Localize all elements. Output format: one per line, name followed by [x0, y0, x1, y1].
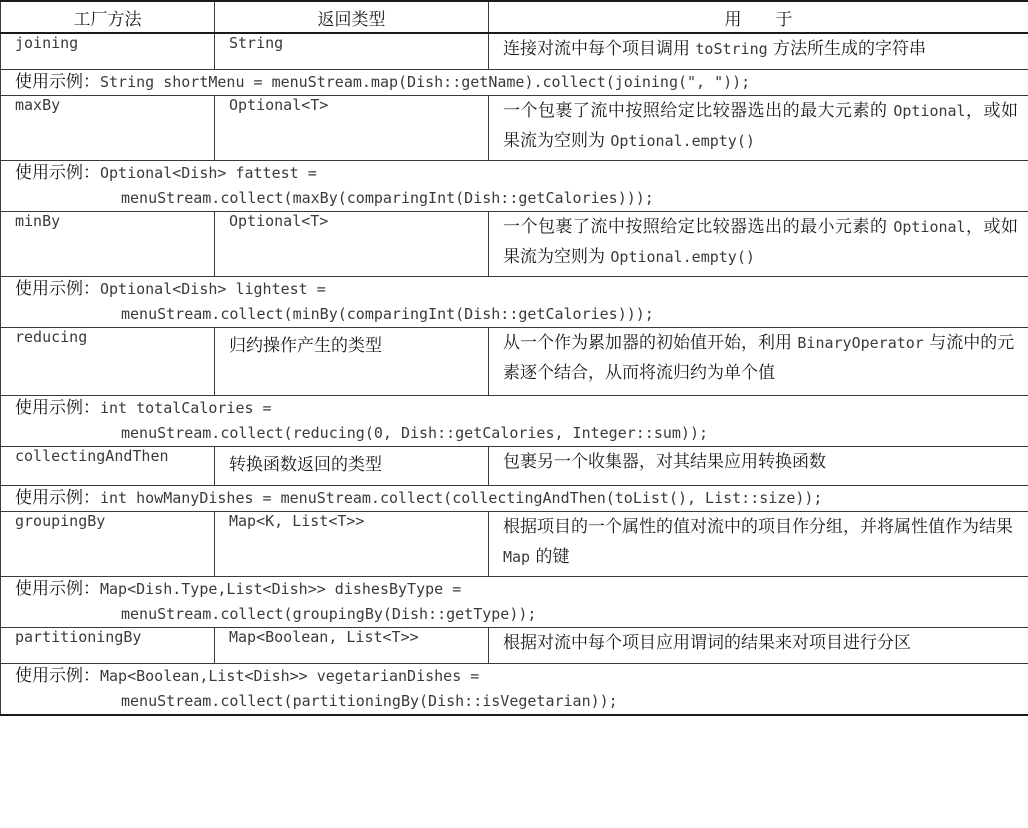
example-row-collectingandthen [1, 486, 1028, 512]
table-row-minby [1, 212, 1028, 277]
header-method: 工厂方法 [1, 1, 215, 33]
table-row-joining [1, 33, 1028, 70]
method-cell: maxBy [1, 96, 215, 161]
purpose-cell [489, 628, 1028, 664]
example-code-line1: String shortMenu = menuStream.map(Dish::getName).collect(joining(", ")); [100, 73, 751, 91]
header-row [1, 1, 1028, 33]
example-code-line2: menuStream.collect(reducing(0, Dish::getCalories, Integer::sum)); [121, 424, 708, 442]
example-code-line1: int howManyDishes = menuStream.collect(collectingAndThen(toList(), List::size)); [100, 489, 823, 507]
example-cell [1, 664, 1028, 716]
example-code-line2: menuStream.collect(partitioningBy(Dish::isVegetarian)); [121, 692, 618, 710]
return-type-cell: Map<K, List<T>> [215, 512, 489, 577]
purpose-cell [489, 212, 1028, 277]
table-row-reducing [1, 328, 1028, 396]
table-row-collectingandthen [1, 447, 1028, 486]
example-code-line1: Map<Boolean,List<Dish>> vegetarianDishes = [100, 667, 480, 685]
purpose-cell [489, 96, 1028, 161]
example-code-line1: int totalCalories = [100, 399, 272, 417]
purpose-cell [489, 33, 1028, 70]
purpose-text: ，或如果流为空则为 [503, 101, 1019, 151]
method-cell: collectingAndThen [1, 447, 215, 486]
example-cell [1, 396, 1028, 447]
purpose-code: Optional [893, 218, 966, 236]
example-code-line2: menuStream.collect(groupingBy(Dish::getType)); [121, 605, 537, 623]
header-return-type: 返回类型 [215, 1, 489, 33]
purpose-text: 包裹另一个收集器，对其结果应用转换函数 [503, 452, 826, 472]
return-type-cell: Optional<T> [215, 96, 489, 161]
example-code-line1: Optional<Dish> fattest = [100, 164, 317, 182]
return-type-cell: 归约操作产生的类型 [215, 328, 489, 396]
example-label: 使用示例： [15, 279, 100, 299]
table-row-maxby [1, 96, 1028, 161]
purpose-text: 连接对流中每个项目调用 [503, 39, 696, 59]
return-type-cell: 转换函数返回的类型 [215, 447, 489, 486]
example-label: 使用示例： [15, 666, 100, 686]
return-type-cell: Map<Boolean, List<T>> [215, 628, 489, 664]
purpose-code: Optional [893, 102, 966, 120]
purpose-text: 方法所生成的字符串 [767, 39, 927, 59]
purpose-code: Optional.empty() [610, 132, 755, 150]
example-code-line2: menuStream.collect(minBy(comparingInt(Dish::getCalories))); [121, 305, 654, 323]
method-cell: joining [1, 33, 215, 70]
purpose-text: 与流中的元素逐个结合，从而将流归约为单个值 [503, 333, 1015, 383]
table-row-groupingby [1, 512, 1028, 577]
purpose-cell [489, 328, 1028, 396]
method-cell: minBy [1, 212, 215, 277]
purpose-cell [489, 512, 1028, 577]
purpose-text: 从一个作为累加器的初始值开始，利用 [503, 333, 798, 353]
return-type-cell: Optional<T> [215, 212, 489, 277]
table-row-partitioningby [1, 628, 1028, 664]
purpose-text: 一个包裹了流中按照给定比较器选出的最大元素的 [503, 101, 894, 121]
example-cell [1, 577, 1028, 628]
example-cell [1, 277, 1028, 328]
example-row-partitioningby [1, 664, 1028, 716]
method-cell: reducing [1, 328, 215, 396]
method-cell: groupingBy [1, 512, 215, 577]
example-label: 使用示例： [15, 398, 100, 418]
example-label: 使用示例： [15, 163, 100, 183]
example-row-reducing [1, 396, 1028, 447]
purpose-code: Optional.empty() [610, 248, 755, 266]
purpose-code: Map [503, 548, 531, 566]
example-code-line1: Map<Dish.Type,List<Dish>> dishesByType = [100, 580, 462, 598]
example-row-joining [1, 70, 1028, 96]
purpose-text: 根据对流中每个项目应用谓词的结果来对项目进行分区 [503, 633, 911, 653]
purpose-text: ，或如果流为空则为 [503, 217, 1019, 267]
purpose-text: 一个包裹了流中按照给定比较器选出的最小元素的 [503, 217, 894, 237]
purpose-text: 的键 [530, 547, 570, 567]
purpose-text: 根据项目的一个属性的值对流中的项目作分组，并将属性值作为结果 [503, 517, 1013, 537]
example-row-groupingby [1, 577, 1028, 628]
example-cell [1, 486, 1028, 512]
method-cell: partitioningBy [1, 628, 215, 664]
example-cell [1, 161, 1028, 212]
example-cell [1, 70, 1028, 96]
example-label: 使用示例： [15, 579, 100, 599]
purpose-code: toString [695, 40, 768, 58]
return-type-cell: String [215, 33, 489, 70]
example-code-line2: menuStream.collect(maxBy(comparingInt(Dish::getCalories))); [121, 189, 654, 207]
example-row-minby [1, 277, 1028, 328]
purpose-code: BinaryOperator [797, 334, 924, 352]
example-row-maxby [1, 161, 1028, 212]
example-label: 使用示例： [15, 72, 100, 92]
purpose-cell [489, 447, 1028, 486]
header-purpose: 用 于 [489, 1, 1028, 33]
example-code-line1: Optional<Dish> lightest = [100, 280, 326, 298]
example-label: 使用示例： [15, 488, 100, 508]
